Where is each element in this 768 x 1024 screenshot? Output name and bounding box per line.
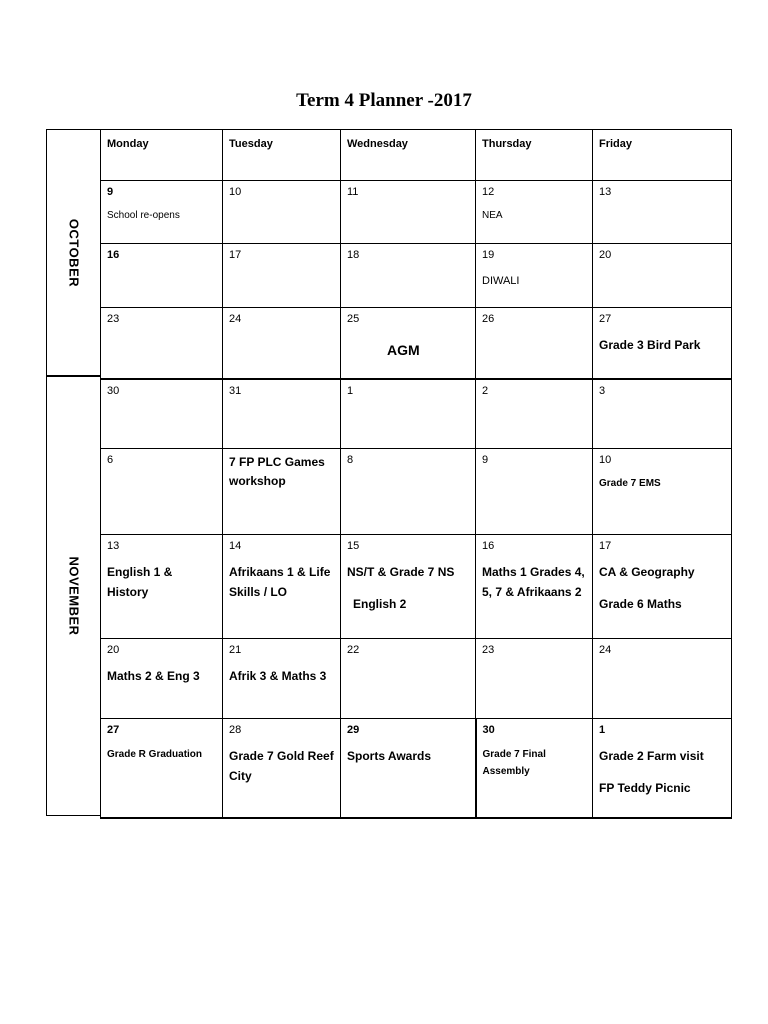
- day-number: 17: [599, 540, 612, 552]
- calendar-event: English 1 & History: [107, 565, 173, 599]
- weekday-header: Friday: [599, 138, 633, 150]
- week-row: [101, 719, 732, 818]
- day-number: 10: [229, 186, 242, 198]
- calendar-event: Sports Awards: [347, 749, 432, 763]
- day-number: 6: [107, 454, 114, 466]
- weekday-header: Monday: [107, 138, 149, 150]
- day-number: 20: [107, 644, 120, 656]
- day-number: 28: [229, 724, 242, 736]
- day-number: 13: [107, 540, 120, 552]
- day-number: 12: [482, 186, 495, 198]
- day-number: 9: [107, 186, 114, 198]
- day-number: 26: [482, 313, 495, 325]
- calendar-event: Grade 7 Final Assembly: [482, 749, 546, 777]
- day-number: 30: [107, 384, 120, 397]
- calendar-event: 7 FP PLC Games workshop: [229, 455, 325, 488]
- calendar-event: Grade 7 EMS: [599, 478, 661, 489]
- weekday-header: Thursday: [482, 138, 532, 150]
- day-number: 3: [599, 384, 606, 397]
- day-number: 29: [347, 724, 360, 736]
- day-number: 22: [347, 644, 360, 656]
- day-number: 30: [482, 724, 495, 736]
- calendar-event: AGM: [387, 342, 420, 358]
- planner-calendar: [46, 129, 731, 816]
- calendar-event: English 2: [353, 597, 407, 611]
- weekday-header-row: [101, 130, 732, 181]
- month-label-october: OCTOBER: [46, 129, 100, 377]
- calendar-grid: [100, 129, 732, 819]
- week-row: [101, 181, 732, 244]
- page-title: Term 4 Planner -2017: [296, 90, 472, 111]
- day-number: 11: [347, 186, 359, 198]
- calendar-event: Grade R Graduation: [107, 749, 203, 760]
- day-number: 14: [229, 540, 242, 552]
- day-number: 18: [347, 249, 360, 261]
- calendar-event: Afrikaans 1 & Life Skills / LO: [229, 565, 331, 599]
- day-number: 23: [482, 644, 495, 656]
- calendar-event: FP Teddy Picnic: [599, 781, 691, 795]
- week-row: [101, 379, 732, 449]
- calendar-event: Afrik 3 & Maths 3: [229, 669, 327, 683]
- day-number: 27: [599, 313, 612, 325]
- day-number: 9: [482, 454, 489, 466]
- day-number: 2: [482, 384, 489, 397]
- day-number: 31: [229, 384, 242, 397]
- calendar-event: NS/T & Grade 7 NS: [347, 565, 455, 579]
- calendar-event: CA & Geography: [599, 565, 695, 579]
- day-number: 10: [599, 454, 612, 466]
- day-number: 27: [107, 724, 120, 736]
- calendar-event: Grade 7 Gold Reef City: [229, 749, 334, 783]
- calendar-event: Grade 6 Maths: [599, 597, 682, 611]
- day-number: 16: [107, 249, 120, 261]
- day-number: 19: [482, 249, 495, 261]
- calendar-event: School re-opens: [107, 210, 180, 221]
- calendar-event: Maths 2 & Eng 3: [107, 669, 200, 683]
- week-row: [101, 244, 732, 308]
- calendar-event: Maths 1 Grades 4, 5, 7 & Afrikaans 2: [482, 565, 585, 599]
- weekday-header: Tuesday: [229, 138, 273, 150]
- day-number: 25: [347, 313, 360, 325]
- week-row: [101, 639, 732, 719]
- calendar-event: NEA: [482, 210, 503, 221]
- week-row: [101, 308, 732, 379]
- day-number: 16: [482, 540, 495, 552]
- day-number: 24: [599, 644, 612, 656]
- weekday-header: Wednesday: [347, 138, 408, 150]
- day-number: 8: [347, 454, 354, 466]
- day-number: 20: [599, 249, 612, 261]
- day-number: 1: [347, 384, 354, 397]
- calendar-event: DIWALI: [482, 275, 520, 287]
- day-number: 21: [229, 644, 242, 656]
- day-number: 17: [229, 249, 242, 261]
- day-number: 23: [107, 313, 120, 325]
- month-label-november: NOVEMBER: [46, 377, 100, 816]
- day-number: 24: [229, 313, 242, 325]
- week-row: [101, 449, 732, 535]
- calendar-event: Grade 3 Bird Park: [599, 338, 701, 352]
- day-number: 13: [599, 186, 612, 198]
- day-number: 15: [347, 540, 360, 552]
- week-row: [101, 535, 732, 639]
- day-number: 1: [599, 724, 606, 736]
- calendar-event: Grade 2 Farm visit: [599, 749, 704, 763]
